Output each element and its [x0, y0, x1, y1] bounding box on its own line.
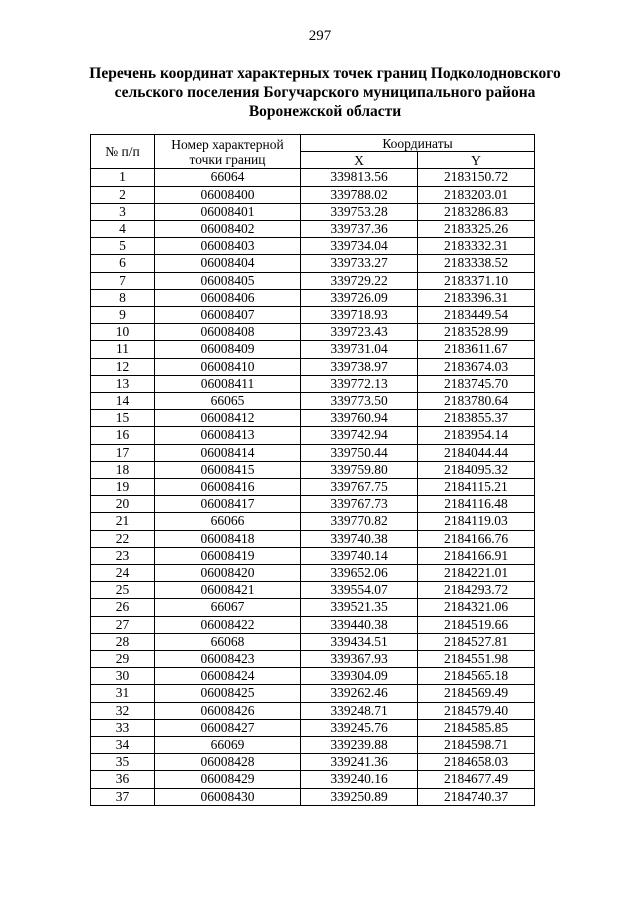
cell-x: 339239.88 [301, 737, 418, 754]
cell-point-number: 06008417 [155, 496, 301, 513]
cell-point-number: 06008422 [155, 616, 301, 633]
cell-y: 2183371.10 [418, 272, 535, 289]
table-body [91, 169, 535, 806]
cell-row-number: 19 [91, 479, 155, 496]
table-row [91, 599, 535, 616]
cell-y: 2184321.06 [418, 599, 535, 616]
cell-x: 339759.80 [301, 461, 418, 478]
table-row [91, 771, 535, 788]
cell-x: 339767.75 [301, 479, 418, 496]
cell-y: 2184116.48 [418, 496, 535, 513]
table-row [91, 169, 535, 186]
cell-x: 339733.27 [301, 255, 418, 272]
cell-y: 2183780.64 [418, 393, 535, 410]
cell-row-number: 36 [91, 771, 155, 788]
cell-point-number: 06008426 [155, 702, 301, 719]
table-row [91, 444, 535, 461]
page-number: 297 [308, 28, 332, 44]
table-row [91, 513, 535, 530]
cell-point-number: 06008423 [155, 651, 301, 668]
cell-row-number: 34 [91, 737, 155, 754]
cell-point-number: 06008407 [155, 307, 301, 324]
cell-row-number: 3 [91, 203, 155, 220]
cell-y: 2184119.03 [418, 513, 535, 530]
table-row [91, 530, 535, 547]
cell-row-number: 32 [91, 702, 155, 719]
cell-row-number: 1 [91, 169, 155, 186]
cell-x: 339241.36 [301, 754, 418, 771]
table-row [91, 289, 535, 306]
cell-x: 339813.56 [301, 169, 418, 186]
cell-row-number: 7 [91, 272, 155, 289]
cell-y: 2183674.03 [418, 358, 535, 375]
title-line: сельского поселения Богучарского муниципального района [114, 84, 536, 101]
cell-row-number: 23 [91, 547, 155, 564]
table-row [91, 702, 535, 719]
cell-x: 339770.82 [301, 513, 418, 530]
table-row [91, 272, 535, 289]
cell-x: 339731.04 [301, 341, 418, 358]
cell-y: 2183855.37 [418, 410, 535, 427]
table-row [91, 324, 535, 341]
cell-y: 2183150.72 [418, 169, 535, 186]
cell-point-number: 66064 [155, 169, 301, 186]
cell-row-number: 27 [91, 616, 155, 633]
cell-y: 2184551.98 [418, 651, 535, 668]
table-row [91, 668, 535, 685]
cell-point-number: 66069 [155, 737, 301, 754]
table-row [91, 203, 535, 220]
table-row [91, 375, 535, 392]
header-row-number: № п/п [91, 135, 155, 169]
cell-point-number: 66067 [155, 599, 301, 616]
cell-y: 2183611.67 [418, 341, 535, 358]
cell-row-number: 6 [91, 255, 155, 272]
cell-point-number: 66066 [155, 513, 301, 530]
cell-point-number: 06008420 [155, 565, 301, 582]
title-line: Перечень координат характерных точек границ Подколодновского [89, 65, 561, 82]
cell-x: 339521.35 [301, 599, 418, 616]
title-line: Воронежской области [248, 103, 402, 120]
cell-point-number: 06008419 [155, 547, 301, 564]
table-row [91, 307, 535, 324]
cell-point-number: 06008400 [155, 186, 301, 203]
cell-x: 339740.14 [301, 547, 418, 564]
table-row [91, 358, 535, 375]
table-row [91, 186, 535, 203]
cell-point-number: 06008415 [155, 461, 301, 478]
table-row [91, 582, 535, 599]
cell-row-number: 20 [91, 496, 155, 513]
table-row [91, 496, 535, 513]
table-row [91, 461, 535, 478]
cell-point-number: 06008425 [155, 685, 301, 702]
cell-y: 2184527.81 [418, 633, 535, 650]
cell-x: 339729.22 [301, 272, 418, 289]
cell-x: 339734.04 [301, 238, 418, 255]
cell-x: 339742.94 [301, 427, 418, 444]
cell-y: 2184565.18 [418, 668, 535, 685]
cell-row-number: 8 [91, 289, 155, 306]
table-row [91, 754, 535, 771]
cell-x: 339262.46 [301, 685, 418, 702]
cell-y: 2183203.01 [418, 186, 535, 203]
cell-row-number: 16 [91, 427, 155, 444]
cell-row-number: 35 [91, 754, 155, 771]
cell-row-number: 9 [91, 307, 155, 324]
table-header-row [91, 135, 535, 152]
cell-y: 2184166.91 [418, 547, 535, 564]
table-row [91, 238, 535, 255]
table-row [91, 719, 535, 736]
table-row [91, 685, 535, 702]
cell-row-number: 24 [91, 565, 155, 582]
cell-y: 2184598.71 [418, 737, 535, 754]
cell-row-number: 22 [91, 530, 155, 547]
cell-point-number: 06008412 [155, 410, 301, 427]
cell-point-number: 06008402 [155, 220, 301, 237]
table-row [91, 547, 535, 564]
cell-point-number: 06008416 [155, 479, 301, 496]
cell-y: 2184740.37 [418, 788, 535, 805]
cell-point-number: 66068 [155, 633, 301, 650]
header-point-number: Номер характерной точки границ [155, 135, 301, 169]
cell-y: 2184166.76 [418, 530, 535, 547]
cell-x: 339250.89 [301, 788, 418, 805]
cell-row-number: 25 [91, 582, 155, 599]
cell-x: 339753.28 [301, 203, 418, 220]
cell-y: 2183332.31 [418, 238, 535, 255]
cell-point-number: 06008409 [155, 341, 301, 358]
cell-x: 339740.38 [301, 530, 418, 547]
cell-point-number: 06008414 [155, 444, 301, 461]
cell-x: 339240.16 [301, 771, 418, 788]
cell-row-number: 13 [91, 375, 155, 392]
cell-x: 339788.02 [301, 186, 418, 203]
cell-row-number: 12 [91, 358, 155, 375]
table-row [91, 788, 535, 805]
coordinates-table [90, 134, 535, 806]
header-coordinates: Координаты [301, 135, 535, 152]
cell-point-number: 06008405 [155, 272, 301, 289]
table-row [91, 427, 535, 444]
cell-point-number: 06008429 [155, 771, 301, 788]
cell-y: 2184095.32 [418, 461, 535, 478]
cell-y: 2184044.44 [418, 444, 535, 461]
table-row [91, 737, 535, 754]
cell-row-number: 2 [91, 186, 155, 203]
cell-x: 339772.13 [301, 375, 418, 392]
cell-x: 339434.51 [301, 633, 418, 650]
header-y: Y [418, 152, 535, 169]
cell-x: 339723.43 [301, 324, 418, 341]
cell-x: 339248.71 [301, 702, 418, 719]
header-x: X [301, 152, 418, 169]
table-row [91, 341, 535, 358]
table-row [91, 633, 535, 650]
cell-row-number: 21 [91, 513, 155, 530]
document-title [60, 64, 590, 121]
cell-point-number: 06008413 [155, 427, 301, 444]
cell-x: 339738.97 [301, 358, 418, 375]
cell-y: 2183286.83 [418, 203, 535, 220]
cell-point-number: 06008410 [155, 358, 301, 375]
cell-point-number: 06008430 [155, 788, 301, 805]
table-row [91, 393, 535, 410]
cell-x: 339726.09 [301, 289, 418, 306]
cell-point-number: 66065 [155, 393, 301, 410]
cell-row-number: 29 [91, 651, 155, 668]
cell-point-number: 06008403 [155, 238, 301, 255]
cell-point-number: 06008418 [155, 530, 301, 547]
cell-x: 339767.73 [301, 496, 418, 513]
cell-row-number: 37 [91, 788, 155, 805]
cell-row-number: 26 [91, 599, 155, 616]
table-row [91, 616, 535, 633]
cell-x: 339440.38 [301, 616, 418, 633]
cell-y: 2183449.54 [418, 307, 535, 324]
cell-y: 2184115.21 [418, 479, 535, 496]
cell-y: 2183325.26 [418, 220, 535, 237]
cell-row-number: 31 [91, 685, 155, 702]
cell-point-number: 06008421 [155, 582, 301, 599]
cell-y: 2184677.49 [418, 771, 535, 788]
cell-x: 339760.94 [301, 410, 418, 427]
cell-point-number: 06008424 [155, 668, 301, 685]
cell-y: 2184293.72 [418, 582, 535, 599]
cell-y: 2183396.31 [418, 289, 535, 306]
cell-y: 2184519.66 [418, 616, 535, 633]
cell-y: 2184579.40 [418, 702, 535, 719]
cell-row-number: 11 [91, 341, 155, 358]
table-row [91, 410, 535, 427]
cell-y: 2183338.52 [418, 255, 535, 272]
table-row [91, 255, 535, 272]
cell-x: 339718.93 [301, 307, 418, 324]
cell-row-number: 30 [91, 668, 155, 685]
table-row [91, 479, 535, 496]
table-row [91, 220, 535, 237]
cell-x: 339652.06 [301, 565, 418, 582]
cell-point-number: 06008427 [155, 719, 301, 736]
cell-y: 2184221.01 [418, 565, 535, 582]
cell-x: 339773.50 [301, 393, 418, 410]
cell-x: 339304.09 [301, 668, 418, 685]
table-row [91, 651, 535, 668]
cell-point-number: 06008404 [155, 255, 301, 272]
cell-row-number: 10 [91, 324, 155, 341]
cell-point-number: 06008428 [155, 754, 301, 771]
cell-y: 2184658.03 [418, 754, 535, 771]
cell-row-number: 14 [91, 393, 155, 410]
cell-row-number: 15 [91, 410, 155, 427]
cell-x: 339737.36 [301, 220, 418, 237]
table-row [91, 565, 535, 582]
cell-row-number: 5 [91, 238, 155, 255]
cell-x: 339554.07 [301, 582, 418, 599]
cell-y: 2184569.49 [418, 685, 535, 702]
cell-x: 339245.76 [301, 719, 418, 736]
cell-row-number: 33 [91, 719, 155, 736]
cell-row-number: 4 [91, 220, 155, 237]
cell-point-number: 06008411 [155, 375, 301, 392]
cell-point-number: 06008406 [155, 289, 301, 306]
cell-row-number: 18 [91, 461, 155, 478]
cell-y: 2183954.14 [418, 427, 535, 444]
cell-x: 339750.44 [301, 444, 418, 461]
cell-y: 2183745.70 [418, 375, 535, 392]
cell-row-number: 28 [91, 633, 155, 650]
cell-x: 339367.93 [301, 651, 418, 668]
cell-point-number: 06008408 [155, 324, 301, 341]
cell-y: 2184585.85 [418, 719, 535, 736]
cell-row-number: 17 [91, 444, 155, 461]
cell-point-number: 06008401 [155, 203, 301, 220]
cell-y: 2183528.99 [418, 324, 535, 341]
